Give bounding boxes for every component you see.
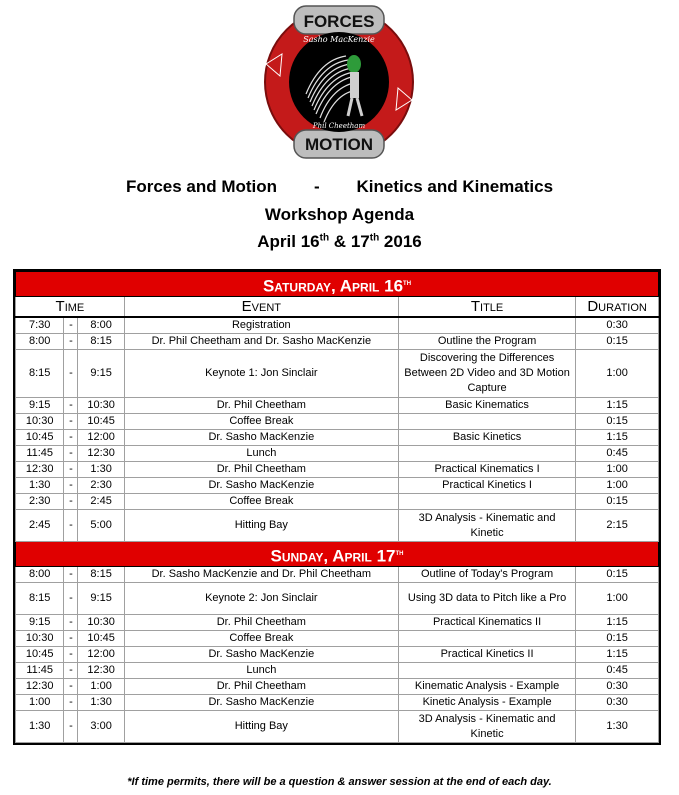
title-cell: Using 3D data to Pitch like a Pro bbox=[398, 583, 575, 615]
agenda-table bbox=[15, 271, 659, 743]
logo-graphic bbox=[258, 2, 420, 162]
end-time-cell: 8:15 bbox=[78, 567, 124, 583]
time-separator-cell: - bbox=[64, 647, 78, 663]
event-cell: Dr. Phil Cheetham bbox=[124, 679, 398, 695]
end-time-cell: 10:45 bbox=[78, 631, 124, 647]
start-time-cell: 1:30 bbox=[16, 478, 64, 494]
time-separator-cell: - bbox=[64, 430, 78, 446]
end-time-cell: 10:45 bbox=[78, 414, 124, 430]
agenda-row bbox=[16, 695, 659, 711]
title-cell: Kinematic Analysis - Example bbox=[398, 679, 575, 695]
svg-text:FORCES: FORCES bbox=[303, 12, 375, 31]
duration-cell: 0:15 bbox=[576, 631, 659, 647]
event-cell: Dr. Sasho MacKenzie bbox=[124, 430, 398, 446]
event-cell: Lunch bbox=[124, 446, 398, 462]
time-separator-cell: - bbox=[64, 711, 78, 743]
event-cell: Dr. Sasho MacKenzie bbox=[124, 478, 398, 494]
duration-cell: 0:45 bbox=[576, 663, 659, 679]
end-time-cell: 12:00 bbox=[78, 430, 124, 446]
start-time-cell: 9:15 bbox=[16, 615, 64, 631]
agenda-row bbox=[16, 631, 659, 647]
title-cell bbox=[398, 494, 575, 510]
start-time-cell: 8:00 bbox=[16, 567, 64, 583]
start-time-cell: 8:15 bbox=[16, 583, 64, 615]
start-time-cell: 12:30 bbox=[16, 462, 64, 478]
title-cell bbox=[398, 317, 575, 334]
agenda-row bbox=[16, 414, 659, 430]
column-header-duration: Duration bbox=[576, 297, 659, 318]
duration-cell: 1:00 bbox=[576, 462, 659, 478]
end-time-cell: 3:00 bbox=[78, 711, 124, 743]
duration-cell: 0:45 bbox=[576, 446, 659, 462]
footnote: *If time permits, there will be a question & answer session at the end of each day. bbox=[127, 776, 552, 788]
duration-cell: 1:15 bbox=[576, 430, 659, 446]
title-cell: Outline the Program bbox=[398, 334, 575, 350]
title-cell: Basic Kinematics bbox=[398, 398, 575, 414]
agenda-row bbox=[16, 647, 659, 663]
duration-cell: 1:15 bbox=[576, 398, 659, 414]
agenda-dates bbox=[0, 232, 679, 252]
event-cell: Hitting Bay bbox=[124, 510, 398, 542]
duration-cell: 1:15 bbox=[576, 647, 659, 663]
title-left: Forces and Motion bbox=[125, 177, 278, 196]
svg-text:Phil Cheetham: Phil Cheetham bbox=[312, 122, 366, 130]
day-header-row bbox=[16, 272, 659, 297]
event-cell: Dr. Phil Cheetham bbox=[124, 398, 398, 414]
time-separator-cell: - bbox=[64, 350, 78, 398]
time-separator-cell: - bbox=[64, 317, 78, 334]
end-time-cell: 2:45 bbox=[78, 494, 124, 510]
end-time-cell: 10:30 bbox=[78, 615, 124, 631]
agenda-main-title bbox=[0, 177, 679, 197]
time-separator-cell: - bbox=[64, 631, 78, 647]
start-time-cell: 2:30 bbox=[16, 494, 64, 510]
agenda-row bbox=[16, 317, 659, 334]
duration-cell: 1:15 bbox=[576, 615, 659, 631]
duration-cell: 0:30 bbox=[576, 679, 659, 695]
agenda-row bbox=[16, 567, 659, 583]
agenda-row bbox=[16, 350, 659, 398]
duration-cell: 2:15 bbox=[576, 510, 659, 542]
time-separator-cell: - bbox=[64, 615, 78, 631]
agenda-row bbox=[16, 462, 659, 478]
event-cell: Dr. Sasho MacKenzie and Dr. Phil Cheetham bbox=[124, 567, 398, 583]
time-separator-cell: - bbox=[64, 446, 78, 462]
agenda-subtitle: Workshop Agenda bbox=[264, 205, 415, 224]
column-header-time: Time bbox=[16, 297, 125, 318]
end-time-cell: 8:15 bbox=[78, 334, 124, 350]
event-cell: Keynote 2: Jon Sinclair bbox=[124, 583, 398, 615]
time-separator-cell: - bbox=[64, 679, 78, 695]
agenda-row bbox=[16, 398, 659, 414]
agenda-row bbox=[16, 446, 659, 462]
duration-cell: 1:00 bbox=[576, 350, 659, 398]
time-separator-cell: - bbox=[64, 510, 78, 542]
date-sup-2: th bbox=[369, 232, 380, 244]
duration-cell: 0:15 bbox=[576, 494, 659, 510]
title-separator: - bbox=[313, 177, 320, 196]
time-separator-cell: - bbox=[64, 663, 78, 679]
event-cell: Dr. Sasho MacKenzie bbox=[124, 695, 398, 711]
title-cell: Kinetic Analysis - Example bbox=[398, 695, 575, 711]
start-time-cell: 7:30 bbox=[16, 317, 64, 334]
start-time-cell: 2:45 bbox=[16, 510, 64, 542]
end-time-cell: 10:30 bbox=[78, 398, 124, 414]
date-sup-1: th bbox=[319, 232, 330, 244]
agenda-row bbox=[16, 494, 659, 510]
event-cell: Lunch bbox=[124, 663, 398, 679]
day-label-sup: th bbox=[395, 546, 404, 557]
column-header-title: Title bbox=[398, 297, 575, 318]
duration-cell: 1:30 bbox=[576, 711, 659, 743]
event-cell: Coffee Break bbox=[124, 631, 398, 647]
agenda-row bbox=[16, 430, 659, 446]
day-label: Saturday, April 16 bbox=[262, 276, 404, 296]
agenda-row bbox=[16, 663, 659, 679]
title-cell: Practical Kinetics II bbox=[398, 647, 575, 663]
title-cell bbox=[398, 631, 575, 647]
start-time-cell: 9:15 bbox=[16, 398, 64, 414]
title-cell: 3D Analysis - Kinematic and Kinetic bbox=[398, 510, 575, 542]
event-cell: Dr. Phil Cheetham bbox=[124, 462, 398, 478]
title-cell bbox=[398, 663, 575, 679]
event-cell: Hitting Bay bbox=[124, 711, 398, 743]
time-separator-cell: - bbox=[64, 695, 78, 711]
duration-cell: 0:30 bbox=[576, 695, 659, 711]
agenda-row bbox=[16, 679, 659, 695]
start-time-cell: 10:30 bbox=[16, 631, 64, 647]
time-separator-cell: - bbox=[64, 462, 78, 478]
time-separator-cell: - bbox=[64, 567, 78, 583]
title-right: Kinetics and Kinematics bbox=[356, 177, 554, 196]
title-cell: Practical Kinetics I bbox=[398, 478, 575, 494]
duration-cell: 0:15 bbox=[576, 567, 659, 583]
day-label: Sunday, April 17 bbox=[270, 546, 396, 566]
day-header-row bbox=[16, 542, 659, 567]
duration-cell: 0:15 bbox=[576, 414, 659, 430]
event-cell: Dr. Sasho MacKenzie bbox=[124, 647, 398, 663]
day-header bbox=[16, 272, 659, 297]
start-time-cell: 11:45 bbox=[16, 446, 64, 462]
start-time-cell: 1:30 bbox=[16, 711, 64, 743]
title-cell: Outline of Today's Program bbox=[398, 567, 575, 583]
time-separator-cell: - bbox=[64, 334, 78, 350]
title-cell: Discovering the Differences Between 2D Video and 3D Motion Capture bbox=[398, 350, 575, 398]
agenda-row bbox=[16, 510, 659, 542]
end-time-cell: 1:30 bbox=[78, 695, 124, 711]
agenda-table-body bbox=[16, 272, 659, 743]
duration-cell: 0:30 bbox=[576, 317, 659, 334]
event-cell: Coffee Break bbox=[124, 494, 398, 510]
title-cell: Practical Kinematics I bbox=[398, 462, 575, 478]
agenda-row bbox=[16, 334, 659, 350]
end-time-cell: 1:00 bbox=[78, 679, 124, 695]
event-cell: Dr. Phil Cheetham and Dr. Sasho MacKenzie bbox=[124, 334, 398, 350]
duration-cell: 1:00 bbox=[576, 478, 659, 494]
end-time-cell: 5:00 bbox=[78, 510, 124, 542]
start-time-cell: 12:30 bbox=[16, 679, 64, 695]
end-time-cell: 9:15 bbox=[78, 583, 124, 615]
agenda-row bbox=[16, 615, 659, 631]
svg-text:MOTION: MOTION bbox=[305, 135, 373, 154]
title-cell: 3D Analysis - Kinematic and Kinetic bbox=[398, 711, 575, 743]
start-time-cell: 10:30 bbox=[16, 414, 64, 430]
title-cell bbox=[398, 414, 575, 430]
agenda-row bbox=[16, 478, 659, 494]
end-time-cell: 12:30 bbox=[78, 663, 124, 679]
start-time-cell: 8:00 bbox=[16, 334, 64, 350]
start-time-cell: 8:15 bbox=[16, 350, 64, 398]
end-time-cell: 2:30 bbox=[78, 478, 124, 494]
duration-cell: 1:00 bbox=[576, 583, 659, 615]
date-part-2: 17 bbox=[350, 232, 370, 251]
event-cell: Keynote 1: Jon Sinclair bbox=[124, 350, 398, 398]
end-time-cell: 1:30 bbox=[78, 462, 124, 478]
date-year: 2016 bbox=[383, 232, 422, 251]
date-ampersand: & bbox=[333, 232, 347, 251]
svg-text:Sasho MacKenzie: Sasho MacKenzie bbox=[303, 35, 375, 44]
agenda-row bbox=[16, 583, 659, 615]
event-cell: Registration bbox=[124, 317, 398, 334]
end-time-cell: 9:15 bbox=[78, 350, 124, 398]
start-time-cell: 11:45 bbox=[16, 663, 64, 679]
column-header-event: Event bbox=[124, 297, 398, 318]
day-label-sup: th bbox=[403, 276, 412, 287]
duration-cell: 0:15 bbox=[576, 334, 659, 350]
time-separator-cell: - bbox=[64, 478, 78, 494]
end-time-cell: 12:30 bbox=[78, 446, 124, 462]
title-cell: Practical Kinematics II bbox=[398, 615, 575, 631]
agenda-row bbox=[16, 711, 659, 743]
end-time-cell: 8:00 bbox=[78, 317, 124, 334]
agenda-table-wrapper bbox=[13, 269, 661, 745]
time-separator-cell: - bbox=[64, 494, 78, 510]
event-cell: Dr. Phil Cheetham bbox=[124, 615, 398, 631]
time-separator-cell: - bbox=[64, 583, 78, 615]
time-separator-cell: - bbox=[64, 414, 78, 430]
time-separator-cell: - bbox=[64, 398, 78, 414]
end-time-cell: 12:00 bbox=[78, 647, 124, 663]
start-time-cell: 10:45 bbox=[16, 647, 64, 663]
title-cell: Basic Kinetics bbox=[398, 430, 575, 446]
day-header bbox=[16, 542, 659, 567]
forces-and-motion-logo bbox=[258, 2, 420, 162]
date-part-1: April 16 bbox=[257, 232, 320, 251]
start-time-cell: 1:00 bbox=[16, 695, 64, 711]
event-cell: Coffee Break bbox=[124, 414, 398, 430]
column-header-row bbox=[16, 297, 659, 318]
start-time-cell: 10:45 bbox=[16, 430, 64, 446]
title-cell bbox=[398, 446, 575, 462]
